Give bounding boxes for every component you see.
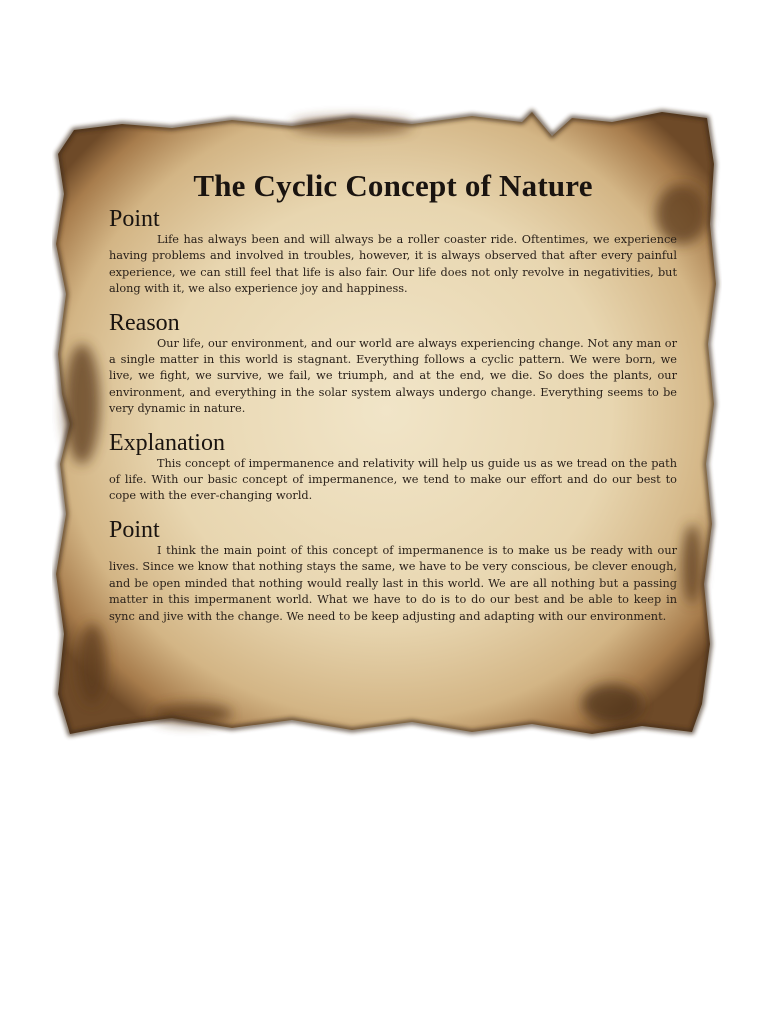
section-heading: Reason — [109, 309, 180, 336]
section-point-1 — [109, 206, 677, 298]
document-title: The Cyclic Concept of Nature — [193, 168, 593, 203]
section-paragraph: Our life, our environment, and our world are always experiencing change. Not any man or a single matter in this world is stagnant. Everything follows a cyclic pattern. We were born, we live, we fight, we survive, we fail, we triumph, and at the end, we die. So does the plants, our environment, and everything in the solar system always undergo change. Everything seems to be very dynamic in nature. — [109, 336, 677, 416]
section-heading: Explanation — [109, 429, 225, 456]
document-content — [109, 168, 677, 625]
section-heading: Point — [109, 206, 160, 232]
section-paragraph: Life has always been and will always be a roller coaster ride. Oftentimes, we experience having problems and involved in troubles, however, it is always observed that after every painful experience, we can still feel that life is also fair. Our life does not only revolve in negativities, but along with it, we also experience joy and happiness. — [109, 233, 677, 296]
parchment-page — [52, 104, 722, 744]
section-paragraph: I think the main point of this concept of impermanence is to make us be ready with our lives. Since we know that nothing stays the same, we have to be very conscious, be clever enough, and be open minded that nothing would really last in this world. We are all nothing but a passing matter in this impermanent world. What we have to do is to do our best and be able to keep in sync and jive with the change. We need to be keep adjusting and adapting with our environment. — [109, 543, 677, 623]
section-paragraph: This concept of impermanence and relativity will help us guide us as we tread on the path of life. With our basic concept of impermanence, we tend to make our effort and do our best to cope with the ever-changing world. — [109, 456, 677, 503]
section-reason — [109, 310, 677, 418]
section-explanation — [109, 430, 677, 505]
section-heading: Point — [109, 516, 160, 543]
section-point-2 — [109, 517, 677, 625]
